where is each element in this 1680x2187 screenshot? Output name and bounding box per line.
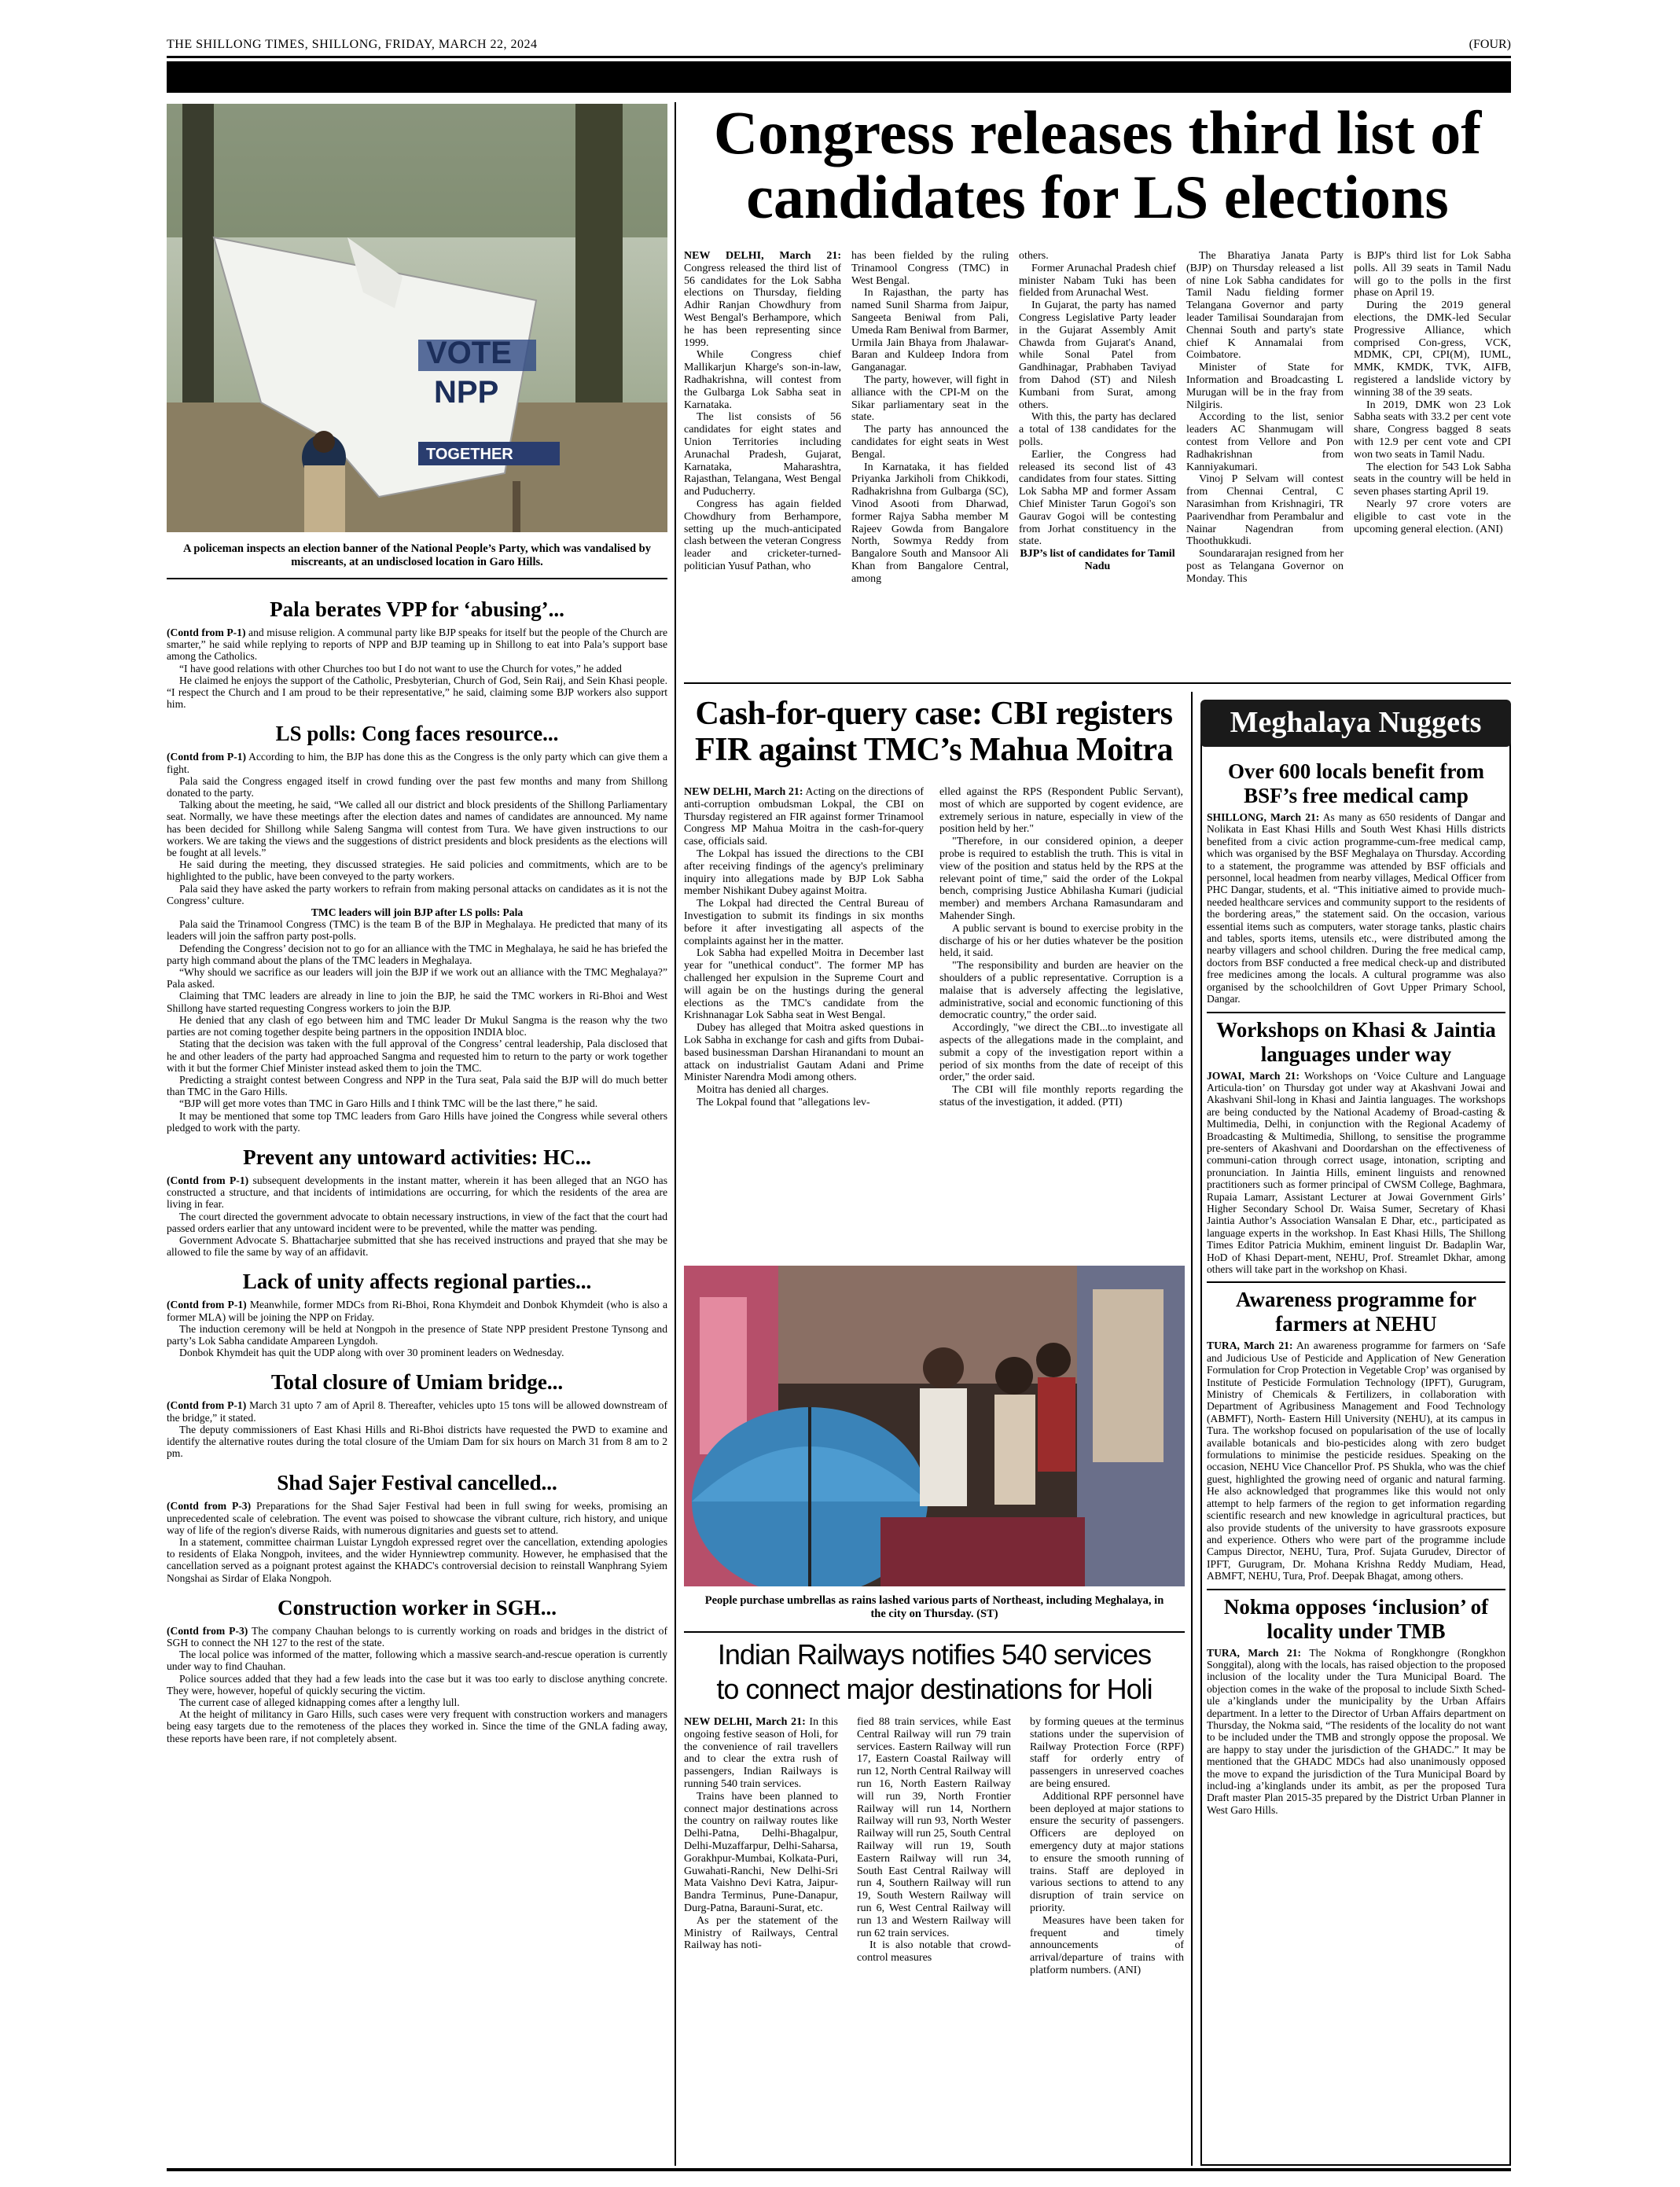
paragraph — [1019, 250, 1176, 263]
paragraph-text: The election for 543 Lok Sabha seats in the country will be held in seven phases starting April 19. — [1354, 461, 1511, 498]
banner-text-together: TOGETHER — [426, 446, 513, 463]
paragraph — [939, 923, 1183, 960]
cbi-headline — [684, 696, 1184, 768]
paragraph-text: As many as 650 residents of Dangar and Nolikata in East Khasi Hills and South West Khasi Hills districts benefited from a civic action programme-cum-free medical camp, which was organised by the BSF Meghalaya on Thursday. According to a statement, the programme was attended by BSF officials and personnel, local headmen from nearby villages, Medical Officer from PHC Dangar, students, et al. “This initiative aimed to provide much-needed healthcare services and community support to the residents of the bordering areas,” the statement said. On the occasion, various essential items such as computers, water storage tanks, plastic chairs and tables, sports items, utensils etc., were distributed among the nearby villagers and school children. During the free medical camp, doctors from BSF conducted a free medical check-up and distributed free medicines among the locals. A cultural programme was also organised by the schoolchildren of Govt Upper Primary School, Dangar. — [1207, 811, 1505, 1005]
paragraph — [1207, 1340, 1505, 1582]
banner-photo-illustration — [167, 104, 667, 532]
paragraph — [851, 250, 1009, 287]
nugget-body — [1207, 1340, 1505, 1582]
rule — [1207, 1281, 1505, 1283]
story-body — [167, 1399, 667, 1459]
paragraph — [939, 836, 1183, 923]
paragraph — [167, 918, 667, 942]
paragraph — [857, 1716, 1011, 1939]
paragraph — [167, 1174, 667, 1211]
rule — [684, 682, 1511, 684]
railways-column-3 — [1030, 1716, 1184, 2164]
paragraph-text: In Gujarat, the party has named Congress Legislative Party leader in the Gujarat Assembly Amit Chawda from Gujarat's Anand, while Sonal Patel from Gandhinagar, Prabhaben Taviyad from Dahod (ST) and Nilesh Kumbani from Surat, among others. — [1019, 300, 1176, 411]
banner-text-vote: VOTE — [426, 336, 512, 370]
nugget-headline: Nokma opposes ‘inclusion’ of locality under TMB — [1223, 1594, 1489, 1643]
rule — [167, 578, 667, 579]
paragraph-text: The CBI will file monthly reports regarding the status of the investigation, it added. (PTI) — [939, 1084, 1183, 1108]
paragraph-text: Lok Sabha had expelled Moitra in December last year for "unethical conduct". The former MP has challenged her expulsion in the Supreme Court and will again be on the hustings during the general elections as the TMC's candidate from the Krishnanagar Lok Sabha seat in West Bengal. — [684, 947, 924, 1022]
paragraph-text: “I have good relations with other Churches too but I do not want to use the Church for votes,” he added — [179, 662, 622, 674]
paragraph — [1207, 811, 1505, 1005]
story-headline: Shad Sajer Festival cancelled... — [277, 1471, 557, 1495]
paragraph — [1354, 461, 1511, 498]
paragraph — [1019, 411, 1176, 448]
paragraph-text: At the height of militancy in Garo Hills, such cases were very frequent with construction workers and managers being easy targets due to the remoteness of the places they worked in. Since the time of the GNLA fading away, these reports have been rare, if not completely absent. — [167, 1708, 667, 1744]
paragraph — [167, 1097, 667, 1109]
paragraph — [1354, 250, 1511, 300]
paragraph — [684, 250, 841, 349]
story-body — [167, 627, 667, 710]
paragraph — [167, 990, 667, 1013]
paragraph-text: others. — [1019, 250, 1049, 262]
paragraph — [1186, 362, 1344, 411]
paragraph — [684, 1084, 924, 1097]
paragraph — [684, 947, 924, 1022]
story-headline: Construction worker in SGH... — [277, 1595, 557, 1619]
nugget-headline: Over 600 locals benefit from BSF’s free medical camp — [1228, 759, 1484, 807]
paragraph-text: The induction ceremony will be held at Nongpoh in the presence of State NPP president Prestone Tynsong and party’s Lok Sabha candidate Ampareen Lyngdoh. — [167, 1322, 667, 1347]
subheading: TMC leaders will join BJP after LS polls: Pala — [311, 906, 524, 919]
paragraph — [684, 1915, 838, 1952]
paragraph-text: The Bharatiya Janata Party (BJP) on Thursday released a list of nine Lok Sabha candidates for Tamil Nadu fielding former Telangana Governor and party leader Tamilisai Soundarajan from Chennai South and party's state chief K Annamalai from Coimbatore. — [1186, 250, 1344, 362]
paragraph — [167, 674, 667, 711]
paragraph-text: fied 88 train services, while East Central Railway will run 79 train services. Eastern Railway will run 17, Eastern Coastal Railway will run 12, North Central Railway will run 16, North Eastern Railway will run 39, North Frontier Railway will run 14, Northern Railway will run 93, North Wester Railway will run 25, South Central Railway will run 19, South Eastern Railway will run 34, South East Central Railway will run 4, Southern Railway will run 19, South Western Railway will run 6, West Central Railway will run 13 and Western Railway will run 62 train services. — [857, 1716, 1011, 1939]
cbi-column-1 — [684, 786, 924, 1266]
paragraph-text: has been fielded by the ruling Trinamool Congress (TMC) in West Bengal. — [851, 250, 1009, 287]
paragraph-text: Nearly 97 crore voters are eligible to cast vote in the upcoming general election. (ANI) — [1354, 498, 1511, 535]
paragraph — [167, 627, 667, 663]
story-headline: Total closure of Umiam bridge... — [270, 1370, 564, 1395]
paragraph-text: “Why should we sacrifice as our leaders will join the BJP if we work out an alliance with the TMC Meghalaya?” Pala asked. — [167, 966, 667, 991]
paragraph — [167, 751, 667, 774]
paragraph-text: He claimed he enjoys the support of the Catholic, Presbyterian, Church of God, Sein Raij, and Sein Khasi people. “I respect the Church and I am proud to be their representative,” he said, claiming some BJP workers also support him. — [167, 674, 667, 711]
paragraph — [684, 848, 924, 898]
lead-headline-line-2: candidates for LS elections — [746, 163, 1449, 231]
paragraph-text: Pala said they have asked the party workers to refrain from making personal attacks on candidates as it is not the Congress’ culture. — [167, 882, 667, 906]
paragraph-text: The list consists of 56 candidates for eight states and Union Territories including Arunachal Pradesh, Gujarat, Karnataka, Maharashtra, Rajasthan, Telangana, West Bengal and Puducherry. — [684, 411, 841, 498]
rule — [1207, 1012, 1505, 1013]
paragraph-text: Former Arunachal Pradesh chief minister Nabam Tuki has been fielded from Arunachal West. — [1019, 262, 1176, 300]
nugget-body — [1207, 811, 1505, 1005]
paragraph-text: Dubey has alleged that Moitra asked questions in Lok Sabha in exchange for cash and gifts from Dubai-based businessman Darshan Hiranandani to mount an attack on industrialist Gautam Adani and Prime Minister Narendra Modi among others. — [684, 1022, 924, 1084]
paragraph — [684, 1716, 838, 1791]
cbi-column-2 — [939, 786, 1183, 1266]
paragraph-text: March 31 upto 7 am of April 8. Thereafter, vehicles upto 15 tons will be allowed downstream of the bridge,” it stated. — [167, 1399, 667, 1424]
lead-column-5 — [1354, 250, 1511, 674]
paragraph-text: The Lokpal has issued the directions to the CBI after receiving findings of the agency's preliminary inquiry into allegations made by BJP Lok Sabha member Nishikant Dubey against Moitra. — [684, 847, 924, 898]
paragraph-text: by forming queues at the terminus stations under the supervision of Railway Protection Force (RPF) staff for orderly entry of passengers in unreserved coaches are being ensured. — [1030, 1716, 1184, 1790]
paragraph-text: In this ongoing festive season of Holi, for the convenience of rail travellers and to clear the extra rush of passengers, Indian Railways is running 540 train services. — [684, 1716, 838, 1790]
masthead — [167, 38, 1511, 57]
paragraph-text: Vinoj P Selvam will contest from Chennai Central, C Narasimhan from Krishnagiri, TR Paarivendhar from Perambalur and Nainar Nagendran from Thoothukkudi. — [1186, 473, 1344, 548]
paragraph — [851, 424, 1009, 461]
story-headline: LS polls: Cong faces resource... — [275, 722, 559, 746]
umbrella-photo-illustration — [684, 1266, 1185, 1586]
meghalaya-nuggets-banner: Meghalaya Nuggets — [1200, 700, 1511, 747]
paragraph — [167, 1696, 667, 1708]
paragraph — [167, 1074, 667, 1097]
paragraph-text: Claiming that TMC leaders are already in line to join the BJP, he said the TMC workers in Ri-Bhoi and West Shillong have started requesting Congress workers to join the BJP. — [167, 990, 667, 1014]
story-body — [167, 1174, 667, 1258]
paragraph-text: Pala said the Congress engaged itself in crowd funding over the past few months and many from Shillong donated to the party. — [167, 774, 667, 799]
paragraph-text: As per the statement of the Ministry of Railways, Central Railway has noti- — [684, 1914, 838, 1952]
railways-column-1 — [684, 1716, 838, 2164]
paragraph-text: Trains have been planned to connect major destinations across the country on railway routes like Delhi-Patna, Delhi-Bhagalpur, Delhi-Muzaffarpur, Delhi-Saharsa, Gorakhpur-Mumbai, Kolkata-Puri, Guwahati-Ranchi, New Delhi-Sri Mata Vaishno Devi Katra, Jaipur-Bandra Terminus, Pune-Danapur, Durg-Patna, Barauni-Surat, etc. — [684, 1790, 838, 1914]
paragraph — [167, 663, 667, 674]
paragraph-text: Stating that the decision was taken with the full approval of the Congress’ central leadership, Pala disclosed that he and other leaders of the party had approached Sangma and requested him to return to the party or work together with it but the former Chief Minister instead asked them to join the TMC. — [167, 1038, 667, 1074]
paragraph-text: In a statement, committee chairman Luistar Lyngdoh expressed regret over the cancellation, extending apologies to residents of Elaka Nongpoh, invitees, and the wider Hynniewtrep community. However, he emphasised that the cancellation served as a poignant protest against the KHADC's controversial decision to reinstall Wanphrang Syiem Nongshai as Sirdar of Elaka Nongpoh. — [167, 1535, 667, 1584]
rule — [1207, 1589, 1505, 1590]
paragraph — [167, 1649, 667, 1672]
paragraph — [684, 1022, 924, 1084]
paragraph-text: Pala said the Trinamool Congress (TMC) is the team B of the BJP in Meghalaya. He predicted that many of its leaders will join the saffron party post-polls. — [167, 918, 667, 943]
dateline: SHILLONG, March 21: — [1207, 811, 1320, 823]
dateline: NEW DELHI, March 21: — [684, 1716, 806, 1728]
paragraph-text: "Therefore, in our considered opinion, a deeper probe is required to establish the truth. This is vital in view of the position and status held by the RPS at the relevant point of time," said the order of the Lokpal bench, comprising Justice Abhilasha Kumari (judicial member) and members Archana Ramasundaram and Mahender Singh. — [939, 836, 1183, 922]
paragraph — [1019, 263, 1176, 300]
continued-from: (Contd from P-1) — [167, 1299, 247, 1311]
paragraph-text: It may be mentioned that some top TMC leaders from Garo Hills have joined the Congress while several others pledged to work with the party. — [167, 1109, 667, 1134]
paragraph-text: According to the list, senior leaders AC Shanmugam will contest from Vellore and Pon Radhakrishnan from Kanniyakumari. — [1186, 411, 1344, 473]
paragraph — [684, 349, 841, 411]
paragraph — [167, 775, 667, 799]
paragraph-text: The Lokpal found that "allegations lev- — [697, 1096, 870, 1108]
railways-column-2 — [857, 1716, 1011, 2164]
left-column-stories — [167, 586, 667, 2166]
paragraph — [684, 1097, 924, 1109]
paragraph-text: Earlier, the Congress had released its second list of 43 candidates from four states. Sitting Lok Sabha MP and former Assam Chief Minister Tarun Gogoi's son Gaurav Gogoi will be contesting from Jorhat constituency in the state. — [1019, 448, 1176, 548]
paragraph-text: Measures have been taken for frequent and timely announcements of arrival/departure of trains with platform numbers. (ANI) — [1030, 1914, 1184, 1976]
continued-from: (Contd from P-3) — [167, 1624, 248, 1637]
cbi-headline-line-1: Cash-for-query case: CBI registers — [695, 696, 1173, 732]
paragraph — [857, 1939, 1011, 1965]
paragraph-text: Talking about the meeting, he said, “We called all our district and block presidents of the Shillong Parliamentary seat. Normally, we have these meetings after the election dates and names of candidates are announced. My name has been decided for Shillong while Saleng Sangma will contest from Tura. We have given instructions to our workers. We are taking the views and the suggestions of district presidents and block presidents as the elections will be fought at all levels.” — [167, 799, 667, 859]
paragraph-text: The Nokma of Rongkhongre (Rongkhon Songgital), along with the locals, has raised objection to the proposed inclusion of the locality under the Tura Municipal Board. The objection comes in the wake of the proposal to include Sixth Sched-ule a’kinglands under the municipality by the Urban Affairs department. In a letter to the Director of Urban Affairs department on Thursday, the Nokma said, “The residents of the locality do not want to be included under the TMB and strongly oppose the proposal. We are happy to stay under the jurisdiction of the GHADC.” It may be mentioned that the GHADC MDCs had also unanimously opposed the move to expand the jurisdiction of the Tura Municipal Board by includ-ing a’kinglands under its ambit, as per the proposed Tura Draft master Plan 2015-35 prepared by the District Urban Planner in West Garo Hills. — [1207, 1646, 1505, 1816]
paragraph-text: Congress has again fielded Chowdhury from Berhampore, setting up the much-anticipated clash between the veteran Congress leader and cricketer-turned-politician Yusuf Pathan, who — [684, 498, 841, 572]
column-rule — [675, 102, 676, 2166]
paragraph — [1207, 1070, 1505, 1276]
paragraph — [939, 786, 1183, 836]
paragraph-text: and misuse religion. A communal party like BJP speaks for itself but the people of the Church are smarter,” he said while replying to reports of NPP and BJP teaming up in Shillong to eat into Pala’s support base among the Catholics. — [167, 627, 667, 663]
paragraph — [167, 858, 667, 882]
paragraph-text: Moitra has denied all charges. — [697, 1084, 829, 1097]
paragraph-text: The party has announced the candidates for eight seats in West Bengal. — [851, 424, 1009, 461]
banner-text-party: NPP — [434, 375, 499, 410]
umbrella-photo-caption: People purchase umbrellas as rains lashed various parts of Northeast, including Meghalaya, in the city on Thursday. (ST) — [704, 1594, 1164, 1620]
railways-headline-line-2: to connect major destinations for Holi — [716, 1673, 1152, 1705]
masthead-dateline: THE SHILLONG TIMES, SHILLONG, FRIDAY, MARCH 22, 2024 — [167, 38, 538, 51]
bottom-rule — [167, 2168, 1511, 2171]
paragraph — [167, 1038, 667, 1074]
paragraph — [167, 1347, 667, 1358]
paragraph — [167, 883, 667, 906]
paragraph — [684, 498, 841, 573]
paragraph-text: It is also notable that crowd-control measures — [857, 1939, 1011, 1965]
paragraph-text: Meanwhile, former MDCs from Ri-Bhoi, Rona Khymdeit and Donbok Khymdeit (who is also a former MLA) will be joining the NPP on Friday. — [167, 1299, 667, 1323]
column-rule — [1191, 692, 1193, 2166]
paragraph-text: Predicting a straight contest between Congress and NPP in the Tura seat, Pala said the BJP will do much better than TMC in the Garo Hills. — [167, 1073, 667, 1098]
paragraph-text: The Lokpal had directed the Central Bureau of Investigation to submit its findings in six months before it after investigating all aspects of the complaints against her in the matter. — [684, 898, 924, 947]
paragraph-text: Defending the Congress’ decision not to go for an alliance with the TMC in Meghalaya, he said he has briefed the party high command about the plans of the TMC leaders in Meghalaya. — [167, 942, 667, 966]
paragraph — [684, 411, 841, 498]
paragraph-text: A public servant is bound to exercise probity in the discharge of his or her duties whatever be the position held, it said. — [939, 922, 1183, 960]
paragraph — [1186, 473, 1344, 548]
page-number: (FOUR) — [1469, 38, 1511, 51]
paragraph-text: The local police was informed of the matter, following which a massive search-and-rescue operation is currently under way to find Chauhan. — [167, 1649, 667, 1673]
nugget-body — [1207, 1070, 1505, 1276]
lead-column-4 — [1186, 250, 1344, 674]
lead-headline-line-1: Congress releases third list of — [713, 98, 1482, 167]
paragraph-text: Donbok Khymdeit has quit the UDP along with over 30 prominent leaders on Wednesday. — [179, 1347, 564, 1359]
story-body — [167, 1500, 667, 1583]
paragraph — [1019, 449, 1176, 548]
rule — [684, 1631, 1185, 1633]
paragraph — [167, 1234, 667, 1258]
paragraph — [167, 1299, 667, 1322]
railways-headline-line-1: Indian Railways notifies 540 services — [717, 1638, 1152, 1671]
lead-column-1 — [684, 250, 841, 674]
paragraph — [167, 966, 667, 990]
paragraph-text: Minister of State for Information and Broadcasting L Murugan will be in the fray from Nilgiris. — [1186, 362, 1344, 411]
nugget-body — [1207, 1647, 1505, 1817]
paragraph-text: In Karnataka, it has fielded Priyanka Jarkiholi from Chikkodi, Radhakrishna from Gulbarga (SC), Vinod Asooti from Dharwad, former Rajya Sabha member M Rajeev Gowda from Bangalore North, Sowmya Reddy from Bangalore South and Mansoor Ali Khan from Bangalore Central, among — [851, 461, 1009, 585]
story-headline: Pala berates VPP for ‘abusing’... — [270, 597, 564, 621]
paragraph-text: With this, the party has declared a total of 138 candidates for the polls. — [1019, 411, 1176, 448]
paragraph — [167, 1708, 667, 1744]
paragraph-text: In Rajasthan, the party has named Sunil Sharma from Jaipur, Sangeeta Beniwal from Pali, Umeda Ram Beniwal from Barmer, Urmila Jain Bhaya from Jhalawar-Baran and Kuldeep Indora from Ganganagar. — [851, 287, 1009, 374]
paragraph — [1030, 1791, 1184, 1915]
paragraph — [167, 1673, 667, 1696]
paragraph — [939, 1084, 1183, 1109]
paragraph — [1354, 300, 1511, 399]
lead-photo-caption: A policeman inspects an election banner of the National People’s Party, which was vandalised by miscreants, at an undisclosed location in Garo Hills. — [183, 542, 651, 568]
nugget-headline: Awareness programme for farmers at NEHU — [1236, 1288, 1476, 1336]
paragraph-text: "The responsibility and burden are heavier on the shoulders of a public representative. Corruption is a malaise that is adversely affecting the legislative, administrative, social and economic functioning of this democratic country," the order said. — [939, 960, 1183, 1022]
paragraph — [684, 786, 924, 848]
story-headline: Prevent any untoward activities: HC... — [243, 1145, 591, 1169]
lead-photo — [167, 104, 667, 532]
paragraph — [851, 374, 1009, 424]
paragraph — [1186, 411, 1344, 473]
paragraph-text: Police sources added that they had a few leads into the case but it was too early to disclose anything concrete. They were, however, hopeful of quickly securing the victim. — [167, 1672, 667, 1696]
paragraph-text: Additional RPF personnel have been deployed at major stations to ensure the security of passengers. Officers are deployed on emergency duty at major stations to ensure the smooth running of trains. Staff are deployed in various sections to attend to any disruption of train service on priority. — [1030, 1790, 1184, 1914]
paragraph-text: The court directed the government advocate to obtain necessary instructions, in view of the fact that the court had passed orders earlier that any untoward incident were to be prevented, while the matter was pending. — [167, 1210, 667, 1234]
continued-from: (Contd from P-3) — [167, 1500, 252, 1513]
story-body — [167, 1625, 667, 1744]
lead-headline — [684, 98, 1511, 231]
story-body — [167, 1299, 667, 1358]
paragraph — [167, 1500, 667, 1536]
paragraph-text: Acting on the directions of anti-corruption ombudsman Lokpal, the CBI on Thursday registered an FIR against former Trinamool Congress MP Mahua Moitra in the cash-for-query case, officials said. — [684, 786, 924, 848]
paragraph — [1019, 300, 1176, 411]
continued-from: (Contd from P-1) — [167, 751, 247, 763]
paragraph — [167, 1536, 667, 1584]
subheading: BJP’s list of candidates for Tamil Nadu — [1020, 548, 1175, 572]
cbi-headline-line-2: FIR against TMC’s Mahua Moitra — [695, 732, 1173, 768]
paragraph — [939, 960, 1183, 1022]
umbrella-photo — [684, 1266, 1185, 1586]
paragraph-text: The current case of alleged kidnapping comes after a lengthy lull. — [179, 1696, 460, 1709]
paragraph — [851, 461, 1009, 586]
paragraph — [684, 1791, 838, 1915]
paragraph — [1354, 498, 1511, 535]
lead-column-2 — [851, 250, 1009, 674]
paragraph — [167, 1424, 667, 1460]
continued-from: (Contd from P-1) — [167, 627, 246, 638]
paragraph — [167, 943, 667, 966]
paragraph — [1030, 1716, 1184, 1791]
paragraph — [167, 1110, 667, 1134]
paragraph-text: Government Advocate S. Bhattacharjee submitted that she has received instructions and prayed that she may be allowed to file the same by way of an affidavit. — [167, 1233, 667, 1259]
paragraph — [1186, 548, 1344, 585]
paragraph — [1030, 1915, 1184, 1977]
paragraph-text: Workshops on ‘Voice Culture and Language Articula-tion’ on Thursday got under way at Akashvani Jowai and Akashvani Shil-long in Khasi and Jaintia languages. The workshops are being conducted by the National Academy of Broad-casting & Multimedia, Delhi, in conjunction with the Regional Academy of Broadcasting & Multimedia, Shillong, to sensitise the programme pre-senters of Akashvani and Doordarshan on the effectiveness of communi-cation through correct usage, intonation, scripting and pronunciation. In Jaintia Hills, eminent linguists and renowned practitioners such as former principal of CWSM College, Baghmara, Rupaia Lamarr, Assistant Lecturer at Jowai Government Girls’ Higher Secondary School Dr. Waisa Sumer, Secretary of Khasi Jaintia Author’s Association Wansalan E Dhar, etc., participated as language experts in the workshop. In East Khasi Hills, The Shillong Times Editor Patricia Mukhim, eminent linguist Dr. Badaplin War, HoD of Khasi Depart-ment, NEHU, Prof. Streamlet Dkhar, among others will take part in the workshop on Khasi. — [1207, 1069, 1505, 1275]
continued-from: (Contd from P-1) — [167, 1174, 249, 1186]
story-headline: Lack of unity affects regional parties... — [242, 1270, 592, 1294]
paragraph-text: elled against the RPS (Respondent Public Servant), most of which are supported by cogent evidence, are extremely serious in nature, especially in view of the position held by her." — [939, 786, 1183, 836]
paragraph — [167, 1625, 667, 1649]
paragraph-text: He denied that any clash of ego between him and TMC leader Dr Mukul Sangma is the reason why the two parties are not coming together despite being partners in the opposition INDIA bloc. — [167, 1013, 667, 1038]
meghalaya-nuggets-stories — [1207, 755, 1505, 2166]
lead-column-3 — [1019, 250, 1176, 674]
paragraph-text: “BJP will get more votes than TMC in Garo Hills and I think TMC will be the last there,” he said. — [179, 1097, 598, 1110]
paragraph-text: He said during the meeting, they discussed strategies. He said policies and commitments, which are to be highlighted to the public, have been conveyed to the party workers. — [167, 858, 667, 883]
paragraph-text: According to him, the BJP has done this as the Congress is the only party which can give them a fight. — [167, 751, 667, 775]
paragraph-text: is BJP's third list for Lok Sabha polls. All 39 seats in Tamil Nadu will go to the polls in the first phase on April 19. — [1354, 250, 1511, 300]
paragraph — [939, 1022, 1183, 1084]
continued-from: (Contd from P-1) — [167, 1399, 247, 1412]
nugget-headline: Workshops on Khasi & Jaintia languages under way — [1216, 1017, 1496, 1066]
paragraph-text: While Congress chief Mallikarjun Kharge's son-in-law, Radhakrishna, will contest from the Gulbarga Lok Sabha seat in Karnataka. — [684, 349, 841, 411]
dateline: TURA, March 21: — [1207, 1340, 1293, 1352]
paragraph — [1354, 399, 1511, 461]
paragraph-text: Congress released the third list of 56 candidates for the Lok Sabha elections on Thursday, fielding Adhir Ranjan Chowdhury from West Bengal's Berhampore, which he has been representing since 1999. — [684, 262, 841, 349]
paragraph-text: subsequent developments in the instant matter, wherein it has been alleged that an NGO has constructed a structure, and that incidents of intimidations are occurring, for which the residents of the area are living in fear. — [167, 1174, 667, 1211]
paragraph-text: Accordingly, "we direct the CBI...to investigate all aspects of the allegations made in the complaint, and submit a copy of the investigation report within a period of six months from the date of receipt of this order," the order said. — [939, 1022, 1183, 1084]
paragraph-text: An awareness programme for farmers on ‘Safe and Judicious Use of Pesticide and Application of New Generation Formulation for Crop Protection in Vegetable Crop’ was organised by Institute of Pesticide Formulation Technology (IPFT), Gurugram, Ministry of Chemicals & Fertilizers, in collaboration with Department of Agribusiness Management and Food Technology (ABMFT), North- Eastern Hill University (NEHU), at its campus in Tura. The workshop focused on popularisation of the use of locally available botanicals and bio-pesticides along with zero budget formulations to minimise the pesticide residues. Speaking on the occasion, NEHU Vice Chancellor Prof. PS Shukla, who was the chief guest, highlighted the growing need of organic and natural farming. He also acknowledged that programmes like this would not only attempt to help farmers of the region to get information regarding scientific research and new knowledge in agricultural practices, but also provide students of the university to have grassroots exposure and experience. Others who were part of the programme include Campus Director, NEHU, Tura, Prof. Sujata Gurudev, Director of IPFT, Gurugram, Dr. Mohana Krishna Reddy Mudiam, Head, ABMFT, NEHU, Tura, Prof. Deepak Bhagat, among others. — [1207, 1340, 1505, 1582]
masthead-bar — [167, 61, 1511, 93]
paragraph-text: The company Chauhan belongs to is currently working on roads and bridges in the district of SGH to connect the NH 127 to the rest of the state. — [167, 1624, 667, 1649]
paragraph — [684, 898, 924, 947]
paragraph — [1207, 1647, 1505, 1817]
paragraph — [1186, 250, 1344, 362]
paragraph — [851, 287, 1009, 374]
paragraph-text: During the 2019 general elections, the DMK-led Secular Progressive Alliance, which comprised Con-gress, VCK, MDMK, CPI, CPI(M), IUML, MMK, KMDK, TVK, AIFB, registered a landslide victory by winning 38 of the 39 seats. — [1354, 300, 1511, 399]
paragraph-text: In 2019, DMK won 23 Lok Sabha seats with 33.2 per cent vote share, Congress bagged 8 seats with 12.9 per cent vote and CPI won two seats in Tamil Nadu. — [1354, 399, 1511, 461]
dateline: NEW DELHI, March 21: — [684, 786, 803, 798]
paragraph-text: The deputy commissioners of East Khasi Hills and Ri-Bhoi districts have requested the PWD to examine and identify the alternative routes during the total closure of the Umiam Dam for six hours on March 31 from 8 am to 2 pm. — [167, 1423, 667, 1460]
story-body — [167, 751, 667, 1134]
dateline: NEW DELHI, March 21: — [684, 250, 841, 262]
paragraph — [167, 1211, 667, 1234]
dateline: JOWAI, March 21: — [1207, 1069, 1300, 1082]
railways-headline — [684, 1637, 1185, 1707]
paragraph — [167, 1014, 667, 1038]
paragraph — [167, 1323, 667, 1347]
paragraph-text: Soundararajan resigned from her post as Telangana Governor on Monday. This — [1186, 548, 1344, 585]
dateline: TURA, March 21: — [1207, 1646, 1302, 1659]
paragraph-text: Preparations for the Shad Sajer Festival had been in full swing for weeks, promising an unprecedented scale of celebration. The event was poised to showcase the vibrant culture, rich history, and unique way of life of the region's diverse Raids, with numerous dignitaries and guests set to attend. — [167, 1500, 667, 1536]
paragraph-text: The party, however, will fight in alliance with the CPI-M on the Sikar parliamentary seat in the state. — [851, 373, 1009, 424]
paragraph — [167, 799, 667, 858]
paragraph — [167, 1399, 667, 1423]
